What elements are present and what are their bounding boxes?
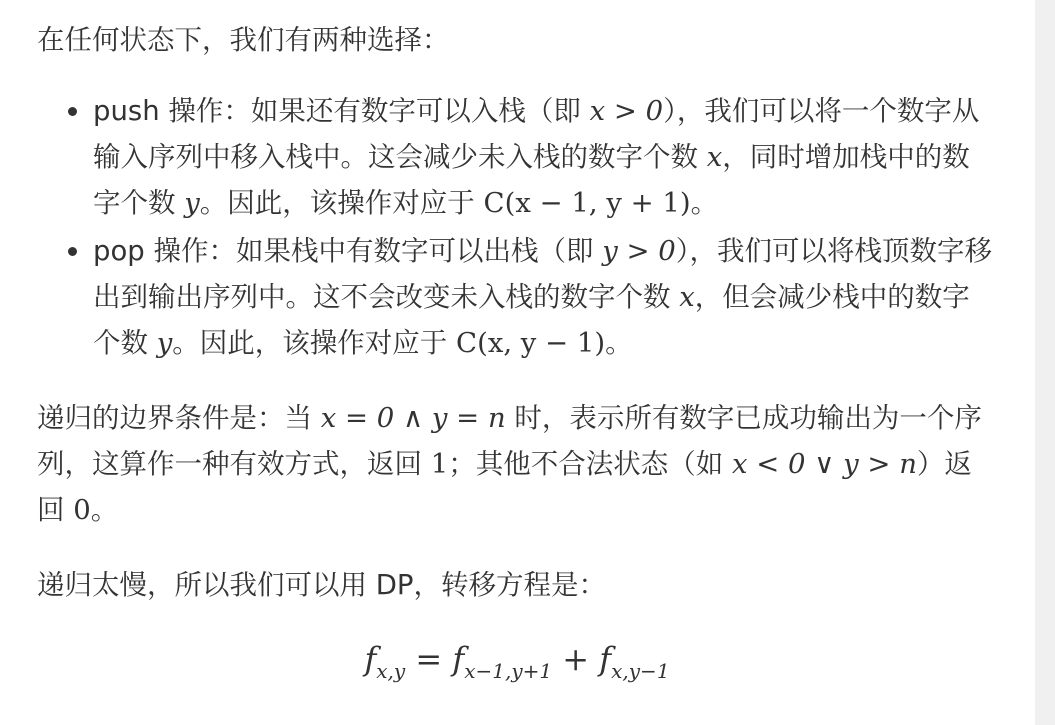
- boundary-return-zero: 0: [73, 494, 91, 526]
- bullet-dot: [68, 247, 77, 256]
- pop-text3: 。因此，该操作对应于: [172, 327, 457, 359]
- push-text1: ），我们可以将一个数字从输入序列中移入栈中。这会减少未入栈的数字个数: [93, 95, 980, 173]
- boundary-condition: x = 0 ∧ y = n: [320, 402, 506, 434]
- pop-formula: C(x, y − 1): [456, 327, 606, 359]
- boundary-text2: 时，表示所有数字已成功输出为一个序列，这算作一种有效方式，返回: [37, 402, 982, 480]
- list-item-pop: [37, 228, 997, 366]
- pop-lead: pop 操作：如果栈中有数字可以出栈（即: [93, 235, 603, 267]
- bullet-dot: [68, 107, 77, 116]
- boundary-paragraph: [37, 395, 997, 533]
- equation-term2: f: [599, 640, 612, 678]
- boundary-text5: 。: [90, 494, 119, 526]
- list-item-push: [37, 88, 997, 226]
- equation-equals: =: [405, 640, 453, 678]
- push-lead: push 操作：如果还有数字可以入栈（即: [93, 95, 590, 127]
- dp-paragraph: 递归太慢，所以我们可以用 DP，转移方程是：: [37, 569, 606, 601]
- pop-condition: y > 0: [602, 235, 676, 267]
- transition-equation: [37, 636, 997, 682]
- equation-term2-subscript: x,y−1: [611, 659, 670, 683]
- push-end: 。: [690, 187, 719, 219]
- boundary-return-one: 1: [430, 448, 449, 480]
- equation-term1: f: [452, 640, 465, 678]
- pop-text1: ），我们可以将栈顶数字移出到输出序列中。这不会改变未入栈的数字个数: [93, 235, 993, 313]
- push-formula: C(x − 1, y + 1): [483, 187, 691, 219]
- pop-var-x: x: [679, 281, 695, 313]
- equation-plus: +: [552, 640, 600, 678]
- scrollbar-track[interactable]: [1035, 0, 1055, 725]
- push-text3: 。因此，该操作对应于: [199, 187, 484, 219]
- boundary-invalid-condition: x < 0 ∨ y > n: [732, 448, 917, 480]
- push-var-y: y: [184, 187, 200, 219]
- pop-var-y: y: [156, 327, 173, 359]
- push-var-x: x: [706, 141, 723, 173]
- push-text2: ，同时增加栈中的数字个数: [93, 141, 970, 219]
- boundary-text3: ；其他不合法状态（如: [448, 448, 732, 480]
- intro-paragraph: 在任何状态下，我们有两种选择：: [37, 24, 450, 56]
- pop-end: 。: [605, 327, 633, 359]
- boundary-text1: 递归的边界条件是：当: [37, 402, 321, 434]
- options-list: [37, 88, 997, 368]
- equation-lhs: f: [364, 640, 377, 678]
- equation-term1-subscript: x−1,y+1: [464, 659, 553, 683]
- push-condition: x > 0: [589, 95, 664, 127]
- boundary-text4: ）返回: [37, 448, 972, 526]
- equation-lhs-subscript: x,y: [376, 659, 406, 683]
- pop-text2: ，但会减少栈中的数字个数: [93, 281, 970, 359]
